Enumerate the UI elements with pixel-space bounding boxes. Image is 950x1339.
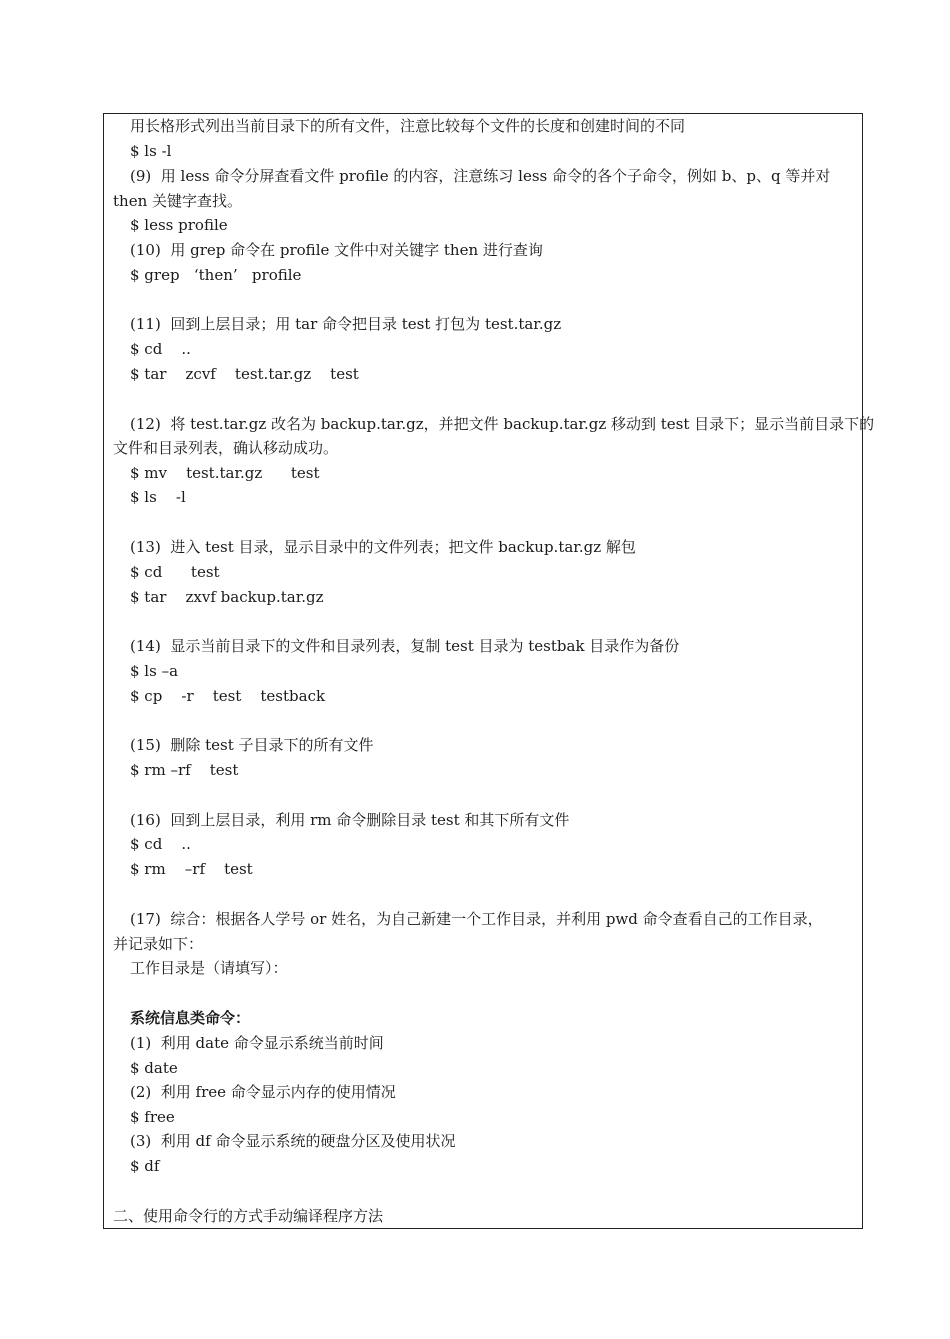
step-15-text: (15) 删除 test 子目录下的所有文件 [130, 736, 374, 754]
step-10-text: (10) 用 grep 命令在 profile 文件中对关键字 then 进行查询 [130, 241, 543, 259]
command-line: $ rm –rf test [130, 761, 239, 779]
step-14-text: (14) 显示当前目录下的文件和目录列表，复制 test 目录为 testbak 目录作为备份 [130, 637, 680, 655]
sys-step-3-text: (3) 利用 df 命令显示系统的硬盘分区及使用状况 [130, 1132, 456, 1150]
command-line: $ df [130, 1157, 160, 1175]
sys-step-2-text: (2) 利用 free 命令显示内存的使用情况 [130, 1083, 396, 1101]
command-line: $ cp -r test testback [130, 687, 326, 705]
step-9-text-continued: then 关键字查找。 [113, 192, 242, 210]
command-line: $ mv test.tar.gz test [130, 464, 320, 482]
step-17-text: (17) 综合：根据各人学号 or 姓名，为自己新建一个工作目录，并利用 pwd 命令查看自己的工作目录， [130, 910, 823, 928]
section-heading: 系统信息类命令： [130, 1009, 251, 1027]
step-12-text: (12) 将 test.tar.gz 改名为 backup.tar.gz，并把文件 backup.tar.gz 移动到 test 目录下；显示当前目录下的 [130, 415, 875, 433]
command-line: $ cd test [130, 563, 220, 581]
command-line: $ grep ‘then’ profile [130, 266, 302, 284]
part-two-heading: 二、使用命令行的方式手动编译程序方法 [113, 1207, 384, 1225]
command-line: $ date [130, 1059, 178, 1077]
step-11-text: (11) 回到上层目录；用 tar 命令把目录 test 打包为 test.tar.gz [130, 315, 562, 333]
command-line: $ ls –a [130, 662, 179, 680]
command-line: $ ls -l [130, 488, 186, 506]
step-13-text: (13) 进入 test 目录，显示目录中的文件列表；把文件 backup.tar.gz 解包 [130, 538, 636, 556]
command-line: $ tar zxvf backup.tar.gz [130, 588, 324, 606]
step-12-text-continued: 文件和目录列表，确认移动成功。 [113, 439, 339, 457]
command-line: $ cd .. [130, 835, 191, 853]
sys-step-1-text: (1) 利用 date 命令显示系统当前时间 [130, 1034, 384, 1052]
command-line: $ cd .. [130, 340, 191, 358]
command-line: $ ls -l [130, 142, 172, 160]
command-line: $ tar zcvf test.tar.gz test [130, 365, 359, 383]
step-16-text: (16) 回到上层目录，利用 rm 命令删除目录 test 和其下所有文件 [130, 811, 570, 829]
fill-in-line: 工作目录是（请填写）： [130, 959, 288, 977]
instruction-text: 用长格形式列出当前目录下的所有文件，注意比较每个文件的长度和创建时间的不同 [130, 117, 686, 135]
step-17-text-continued: 并记录如下： [113, 935, 204, 953]
command-line: $ free [130, 1108, 175, 1126]
step-9-text: (9) 用 less 命令分屏查看文件 profile 的内容，注意练习 less 命令的各个子命令，例如 b、p、q 等并对 [130, 167, 831, 185]
command-line: $ rm –rf test [130, 860, 253, 878]
command-line: $ less profile [130, 216, 228, 234]
